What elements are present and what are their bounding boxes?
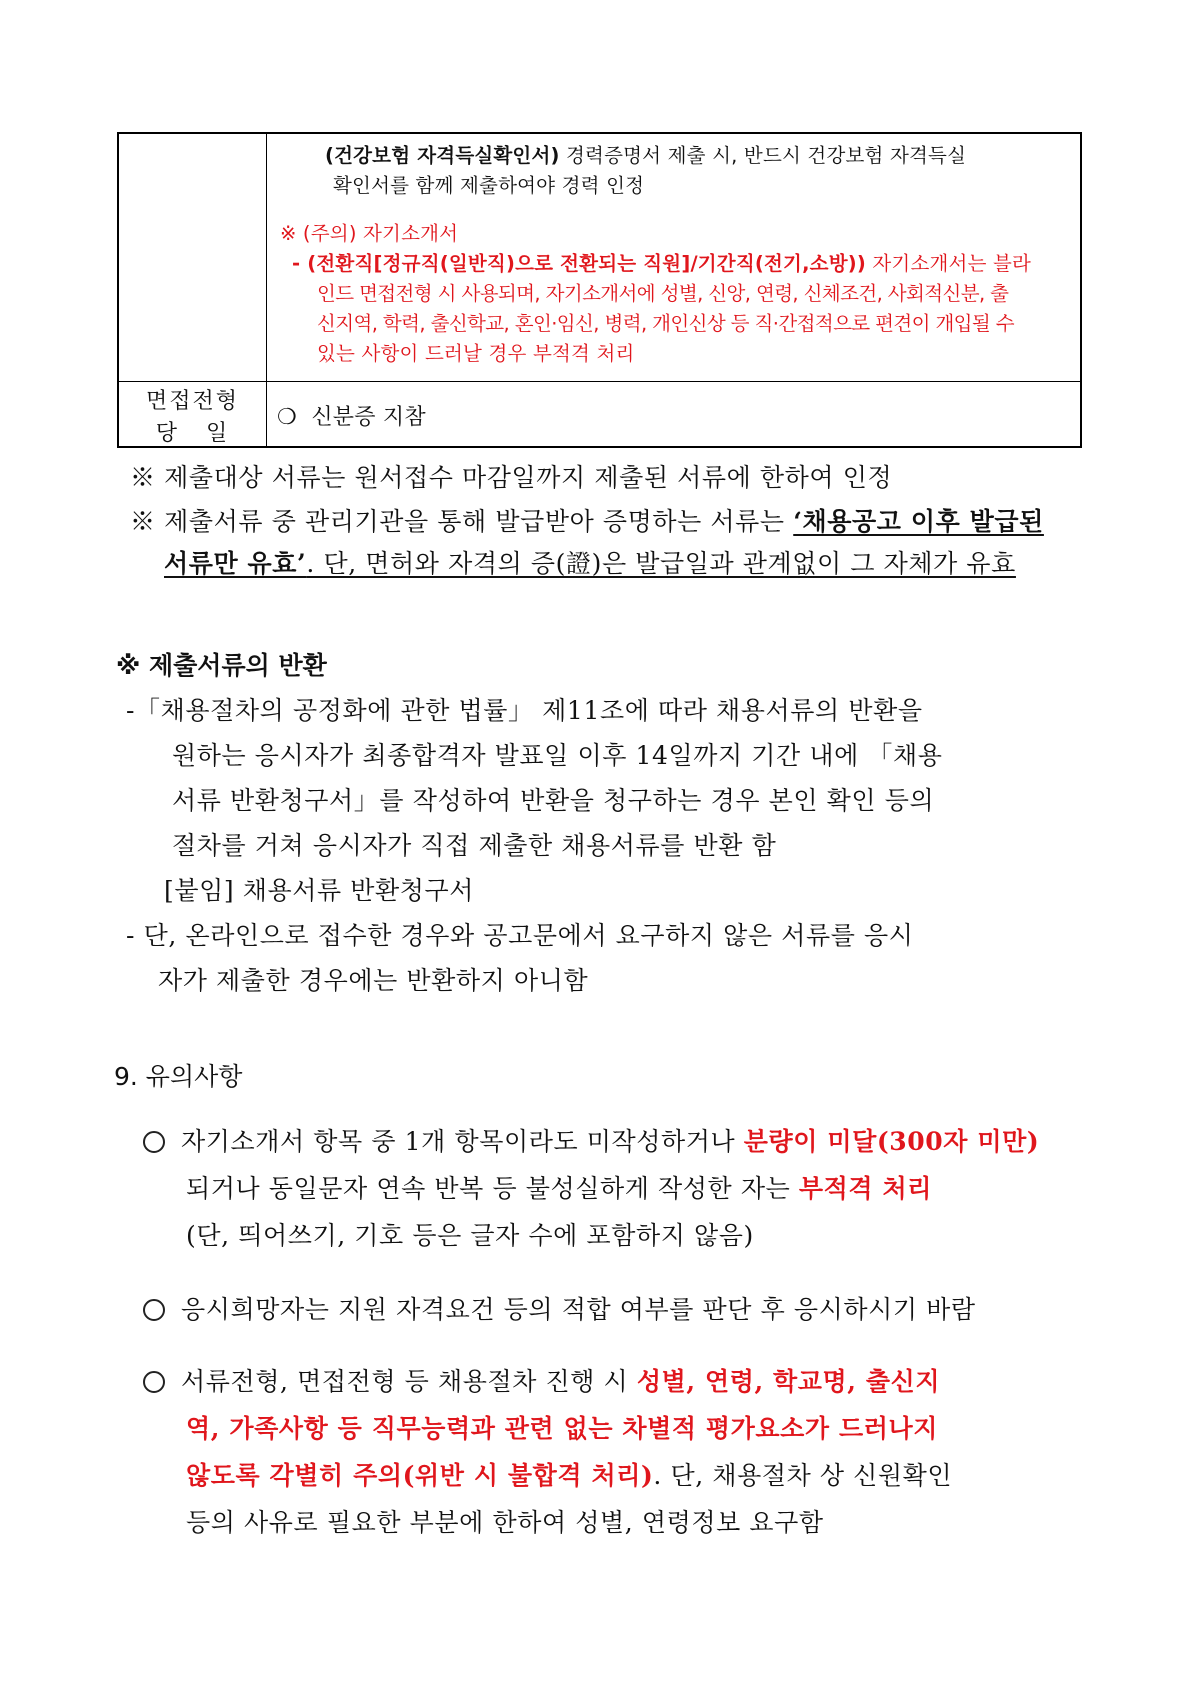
precaution-item-3-line-3 [186, 1456, 952, 1492]
interview-day-label-1: 면접전형 [145, 389, 239, 414]
table-line-1 [325, 140, 966, 168]
return-line-4: 절차를 거쳐 응시자가 직접 제출한 채용서류를 반환 함 [172, 831, 777, 860]
note-1: ※ 제출대상 서류는 원서접수 마감일까지 제출된 서류에 한하여 인정 [130, 463, 893, 492]
table-row-divider [119, 381, 1080, 382]
bullet-icon: ❍ [277, 405, 297, 430]
item-3-line-3-rest: . 단, 채용절차 상 신원확인 [653, 1461, 953, 1490]
precautions-title: 9. 유의사항 [114, 1062, 243, 1091]
return-line-2: 원하는 응시자가 최종합격자 발표일 이후 14일까지 기간 내에 「채용 [172, 741, 943, 770]
item-2-text: 응시희망자는 지원 자격요건 등의 적합 여부를 판단 후 응시하시기 바람 [181, 1295, 976, 1324]
return-line-6: - 단, 온라인으로 접수한 경우와 공고문에서 요구하지 않은 서류를 응시 [126, 921, 914, 950]
return-line-3: 서류 반환청구서」를 작성하여 반환을 청구하는 경우 본인 확인 등의 [172, 786, 935, 815]
note-3-rest: . 단, 면허와 자격의 증(證)은 발급일과 관계없이 그 자체가 유효 [306, 549, 1016, 578]
item-3-red-1: 성별, 연령, 학교명, 출신지 [636, 1367, 941, 1396]
note-2-bold: ‘채용공고 이후 발급된 [793, 507, 1044, 536]
precaution-item-1-line-3: (단, 띄어쓰기, 기호 등은 글자 수에 포함하지 않음) [186, 1221, 754, 1250]
return-line-1: -「채용절차의 공정화에 관한 법률」 제11조에 따라 채용서류의 반환을 [126, 696, 923, 725]
precaution-item-3-line-4: 등의 사유로 필요한 부분에 한하여 성별, 연령정보 요구함 [186, 1508, 824, 1537]
precaution-item-1-line-2 [186, 1169, 932, 1205]
note-title: ※ (주의) 자기소개서 [280, 222, 459, 245]
table-line-1-text: 경력증명서 제출 시, 반드시 건강보험 자격득실 [559, 144, 967, 167]
precaution-item-3-line-2: 역, 가족사항 등 직무능력과 관련 없는 차별적 평가요소가 드러나지 [186, 1414, 938, 1443]
precaution-item-2 [143, 1290, 976, 1326]
item-3-red-3: 않도록 각별히 주의(위반 시 불합격 처리) [186, 1461, 654, 1490]
note-line-1-rest: 자기소개서는 블라 [865, 252, 1032, 275]
id-card-text: 신분증 지참 [311, 405, 426, 430]
item-1-red: 분량이 미달(300자 미만) [743, 1127, 1040, 1156]
interview-day-label-2: 당 일 [155, 421, 230, 446]
note-line-4: 있는 사항이 드러날 경우 부적격 처리 [317, 342, 635, 365]
circle-bullet-icon [143, 1131, 165, 1153]
note-line-1-bold: - (전환직[정규직(일반직)으로 전환되는 직원]/기간직(전기,소방)) [292, 252, 866, 275]
item-1-line-2-red: 부적격 처리 [798, 1174, 932, 1203]
item-1-text-a: 자기소개서 항목 중 1개 항목이라도 미작성하거나 [181, 1127, 744, 1156]
requirements-table [117, 132, 1082, 448]
note-3 [164, 544, 1016, 580]
circle-bullet-icon [143, 1371, 165, 1393]
note-3-bold: 서류만 유효’ [164, 549, 307, 578]
note-line-3: 신지역, 학력, 출신학교, 혼인·임신, 병력, 개인신상 등 직·간접적으로 편견이 개입될 수 [317, 312, 1014, 335]
return-line-7: 자가 제출한 경우에는 반환하지 아니함 [158, 966, 589, 995]
precaution-item-1-line-1 [143, 1122, 1039, 1158]
note-2-prefix: ※ 제출서류 중 관리기관을 통해 발급받아 증명하는 서류는 [130, 507, 794, 536]
precaution-item-3-line-1 [143, 1362, 940, 1398]
health-insurance-label: (건강보험 자격득실확인서) [325, 144, 560, 167]
return-line-5: [붙임] 채용서류 반환청구서 [164, 876, 475, 905]
note-line-1 [292, 248, 1031, 276]
interview-content [277, 400, 426, 431]
item-1-line-2-text: 되거나 동일문자 연속 반복 등 불성실하게 작성한 자는 [186, 1174, 799, 1203]
table-line-2: 확인서를 함께 제출하여야 경력 인정 [333, 174, 645, 197]
table-column-divider [266, 134, 267, 446]
note-2 [130, 502, 1044, 538]
return-section-title: ※ 제출서류의 반환 [116, 651, 327, 680]
circle-bullet-icon [143, 1299, 165, 1321]
item-3-text-a: 서류전형, 면접전형 등 채용절차 진행 시 [181, 1367, 637, 1396]
note-line-2: 인드 면접전형 시 사용되며, 자기소개서에 성별, 신앙, 연령, 신체조건, 사회적신분, 출 [317, 282, 1009, 305]
